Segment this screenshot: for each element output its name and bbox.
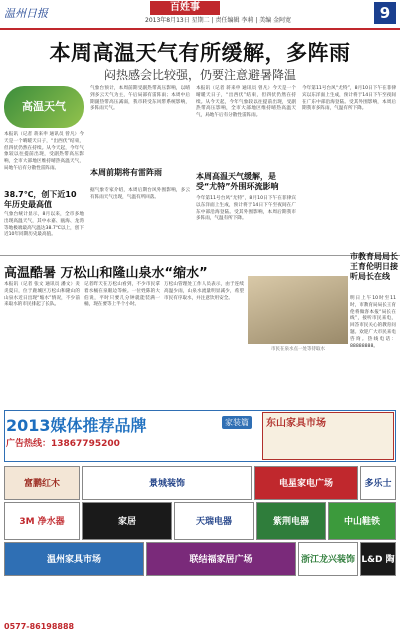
ad-cell[interactable]: 3M 净水器 bbox=[4, 502, 80, 540]
ad-market-title: 东山家具市场 bbox=[266, 418, 326, 429]
ad-cell[interactable]: 电星家电广场 bbox=[254, 466, 358, 500]
ad-cell[interactable]: 温州家具市场 bbox=[4, 542, 144, 576]
subheadline: 闷热感会比较强，仍要注意避暑降温 bbox=[103, 68, 296, 82]
story1-column-3b: 今年第11号台风“尤特”，8月10日下午在菲律宾以东洋面上生成，预计将于14日下午至夜间在广东中部沿海登陆。受其外围影响，本周后期我市多阵雨，气温有所下降。 bbox=[196, 196, 296, 222]
story1-subheading-1: 38.7℃，创下近10年历史最高值 bbox=[4, 190, 77, 209]
story1-column-2: 气象台预计，本周前期受副热带高压影响，以晴到多云天气为主，午后局部有雷阵雨；本周中后期副热带高压减弱，我市转受东风带系统影响，多阵雨天气。 bbox=[90, 86, 190, 112]
story1-subheading-2: 本周前期将有雷阵雨 bbox=[90, 168, 162, 177]
ad-cell[interactable]: 联结福家居广场 bbox=[146, 542, 296, 576]
ad-cell[interactable]: 浙江龙兴装饰 bbox=[298, 542, 358, 576]
ad-cell[interactable]: 景城装饰 bbox=[82, 466, 252, 500]
ad-cell[interactable]: 多乐士 bbox=[360, 466, 396, 500]
photo-caption: 市民在泉水点一处等待取水 bbox=[271, 347, 325, 352]
section-divider bbox=[0, 255, 400, 256]
ad-banner-badge: 家装篇 bbox=[222, 416, 252, 429]
sidebar-headline[interactable]: 市教育局局长王育伦明日接听局长在线 bbox=[350, 252, 398, 281]
ad-cell[interactable]: 富鹏红木 bbox=[4, 466, 80, 500]
ad-cell[interactable]: 中山鞋铁 bbox=[328, 502, 396, 540]
ad-cell[interactable]: L&D 陶瓷 bbox=[360, 542, 396, 576]
footer-phone: 0577-86198888 bbox=[4, 622, 75, 631]
ad-cell[interactable]: 家居 bbox=[82, 502, 172, 540]
story2-column-1: 本报讯（记者 张文 通讯员 潘文）炎炎夏日，位于鹿城区万松山和隆山的山泉水近日出现“缩水”情况，不少前来取水的市民排起了长队。 bbox=[4, 282, 80, 308]
story1-column-1: 本报讯（记者 蒋来申 通讯员 曾凡）今天是一个晴暖天日子，“出西伏”结束，但四伏仍然在持续。从今天起，今年气象较以往提前出现，受副热带高压影响，全市大部地区维持晴热高温天气，局地午后有分散性雷阵雨。 bbox=[4, 132, 84, 171]
weather-photo: 高温天气 bbox=[4, 86, 84, 128]
page-number: 9 bbox=[374, 2, 396, 24]
story1-column-2b: 据气象专家介绍，本周后期台风外围影响，多云有阵雨天气出现，气温有所回落。 bbox=[90, 188, 190, 200]
story2-column-2: 记者昨天在万松山看到，不少市民拿着水桶在泉眼边等候。一位姓陈的大伯说，平时只要几分钟就能装满一桶，现在要等上半个小时。 bbox=[84, 282, 160, 308]
main-headline[interactable]: 本周高温天气有所缓解，多阵雨 bbox=[49, 41, 351, 65]
date-line: 2013年8月13日 星期二 | 责任编辑 李莉 | 美编 金阿宽 bbox=[145, 17, 292, 24]
ad-cell[interactable]: 天瑞电器 bbox=[174, 502, 254, 540]
ad-cell[interactable]: 紫荆电器 bbox=[256, 502, 326, 540]
story1-column-1b: 气象台统计显示，8月以来，全市多地出现高温天气，其中永嘉、瓯海、龙湾等地极端最高气温达38.7℃以上，创下近10年同期历史最高值。 bbox=[4, 212, 84, 238]
spring-water-photo bbox=[248, 276, 348, 344]
ad-banner-title: 2013媒体推荐品牌 bbox=[6, 416, 147, 435]
sidebar-text: 明日上午10时至11时，市教育局局长王育伦将做客本报“局长在线”，接听市民来电，回答市民关心的教育问题。欢迎广大市民来电咨询。热线电话：88888888。 bbox=[350, 296, 396, 349]
story1-column-4: 今年第11号台风“尤特”，8月10日下午在菲律宾以东洋面上生成，预计将于14日下午至夜间在广东中部沿海登陆。受其外围影响，本周后期我市多阵雨，气温有所下降。 bbox=[302, 86, 396, 112]
ad-hotline: 广告热线：13867795200 bbox=[6, 439, 120, 449]
newspaper-logo: 温州日报 bbox=[4, 7, 48, 20]
section-tab[interactable]: 百姓事 bbox=[150, 1, 220, 15]
story1-subheading-3: 本周高温天气缓解，是受“尤特”外围环流影响 bbox=[196, 172, 279, 191]
story2-headline[interactable]: 高温酷暑 万松山和隆山泉水“缩水” bbox=[4, 266, 208, 281]
story2-column-3: 万松山管理处工作人员表示，由于连续高温少雨，山泉水流量明显减少，希望市民有序取水，并注意饮用安全。 bbox=[164, 282, 244, 301]
story1-column-3: 本报讯（记者 蒋来申 通讯员 曾凡）今天是一个晴暖天日子，“出西伏”结束，但四伏仍然在持续。从今天起，今年气象较以往提前出现，受副热带高压影响，全市大部地区维持晴热高温天气，局地午后有分散性雷阵雨。 bbox=[196, 86, 296, 119]
